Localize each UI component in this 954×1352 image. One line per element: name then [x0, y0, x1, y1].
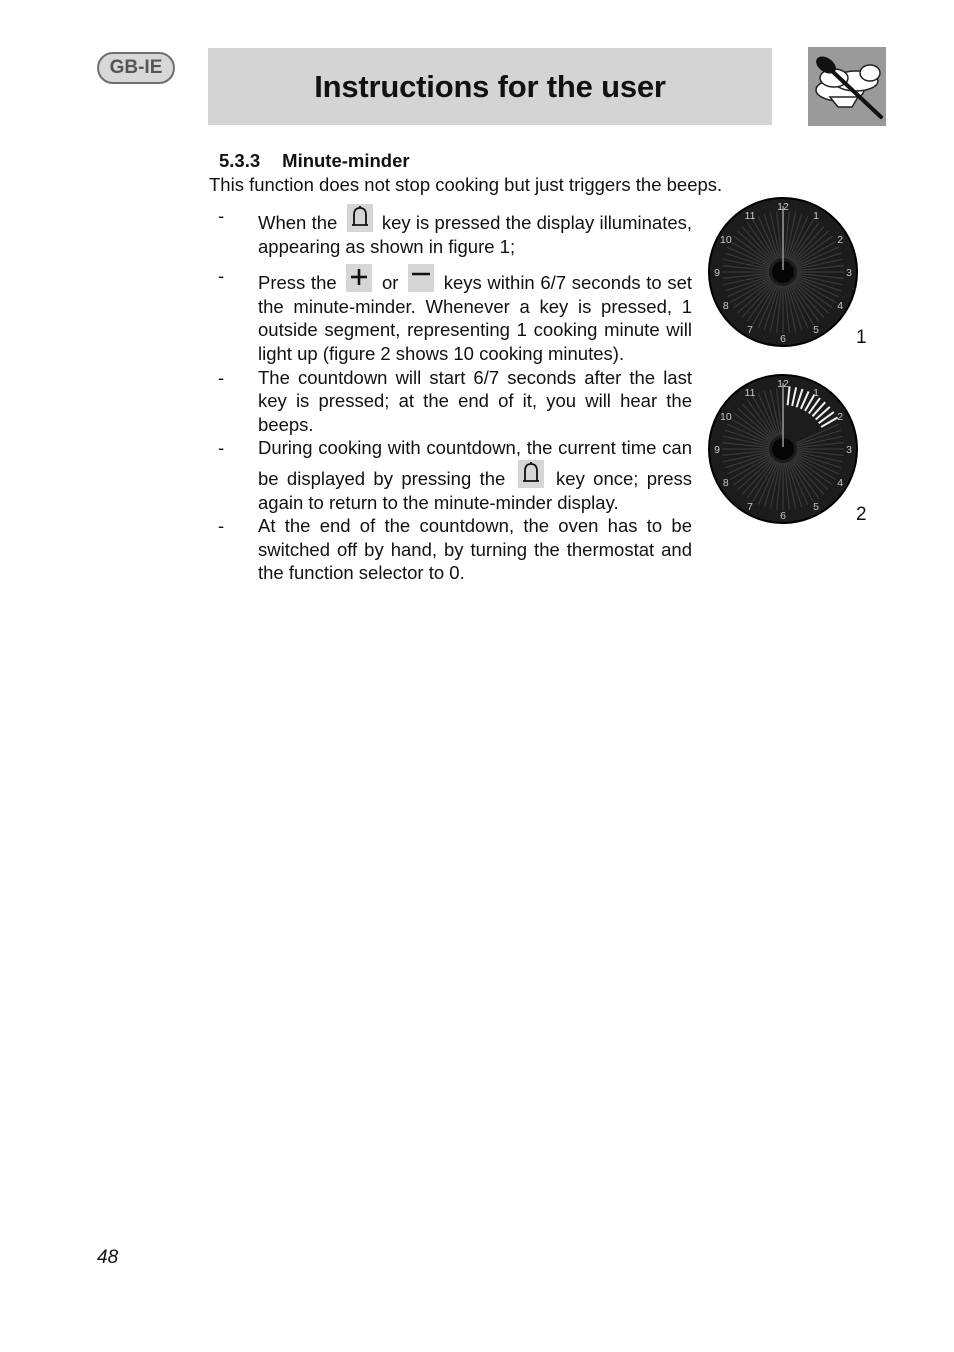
hour-number: 11 [744, 209, 756, 222]
list-item: - The countdown will start 6/7 seconds after the last key is pressed; at the end of it, you will hear the beeps. [218, 366, 692, 435]
hour-number: 3 [846, 267, 852, 279]
hour-number: 4 [837, 477, 844, 489]
bell-key-icon [347, 204, 373, 232]
figure-label-1: 1 [856, 327, 867, 348]
instruction-list [218, 204, 692, 585]
language-badge: GB-IE [97, 52, 175, 84]
section-number: 5.3.3 [219, 150, 261, 171]
chef-spoon-icon [808, 47, 886, 126]
hour-number: 10 [719, 234, 732, 246]
minute-minder-display-figure-2 [707, 373, 859, 525]
header-bar [208, 48, 772, 125]
hour-number: 7 [747, 324, 753, 337]
section-title: Minute-minder [282, 150, 410, 171]
hour-number: 12 [777, 378, 789, 390]
hour-number: 6 [780, 510, 786, 522]
hour-number: 12 [777, 201, 789, 213]
hour-number: 7 [747, 501, 753, 514]
minute-minder-display-figure-1 [707, 196, 859, 348]
minus-key-icon [408, 264, 434, 292]
intro-text: This function does not stop cooking but just triggers the beeps. [209, 174, 723, 195]
hour-number: 4 [837, 300, 844, 312]
hour-number: 8 [722, 477, 729, 489]
hour-number: 9 [714, 267, 720, 279]
list-item: - At the end of the countdown, the oven has to be switched off by hand, by turning the thermostat and the function selector to 0. [218, 515, 692, 584]
hour-number: 6 [780, 333, 786, 345]
hour-number: 9 [714, 444, 720, 456]
hour-number: 11 [744, 386, 756, 399]
list-item: - When the key is pressed the display illuminates, appearing as shown in figure 1; [218, 205, 693, 257]
hour-number: 5 [813, 324, 819, 337]
hour-number: 1 [813, 386, 819, 399]
plus-key-icon [346, 264, 372, 292]
page-title: Instructions for the user [314, 68, 666, 104]
hour-number: 2 [837, 411, 844, 423]
hour-number: 3 [846, 444, 852, 456]
section-heading [219, 150, 410, 172]
list-item: - During cooking with countdown, the current time can be displayed by pressing the key once; press again to return to the minute-minder display. [218, 437, 693, 513]
hour-number: 2 [837, 234, 844, 246]
page-number: 48 [97, 1247, 119, 1268]
bell-key-icon [518, 460, 544, 488]
hour-number: 1 [813, 209, 819, 222]
hour-number: 8 [722, 300, 729, 312]
hour-number: 10 [719, 411, 732, 423]
hour-number: 5 [813, 501, 819, 514]
figure-label-2: 2 [856, 504, 867, 525]
list-item: - Press the or keys within 6/7 seconds to set the minute-minder. Whenever a key is pressed, 1 outside segment, representing 1 cooking minute will light up (figure 2 shows 10 cooking minutes). [218, 265, 693, 364]
